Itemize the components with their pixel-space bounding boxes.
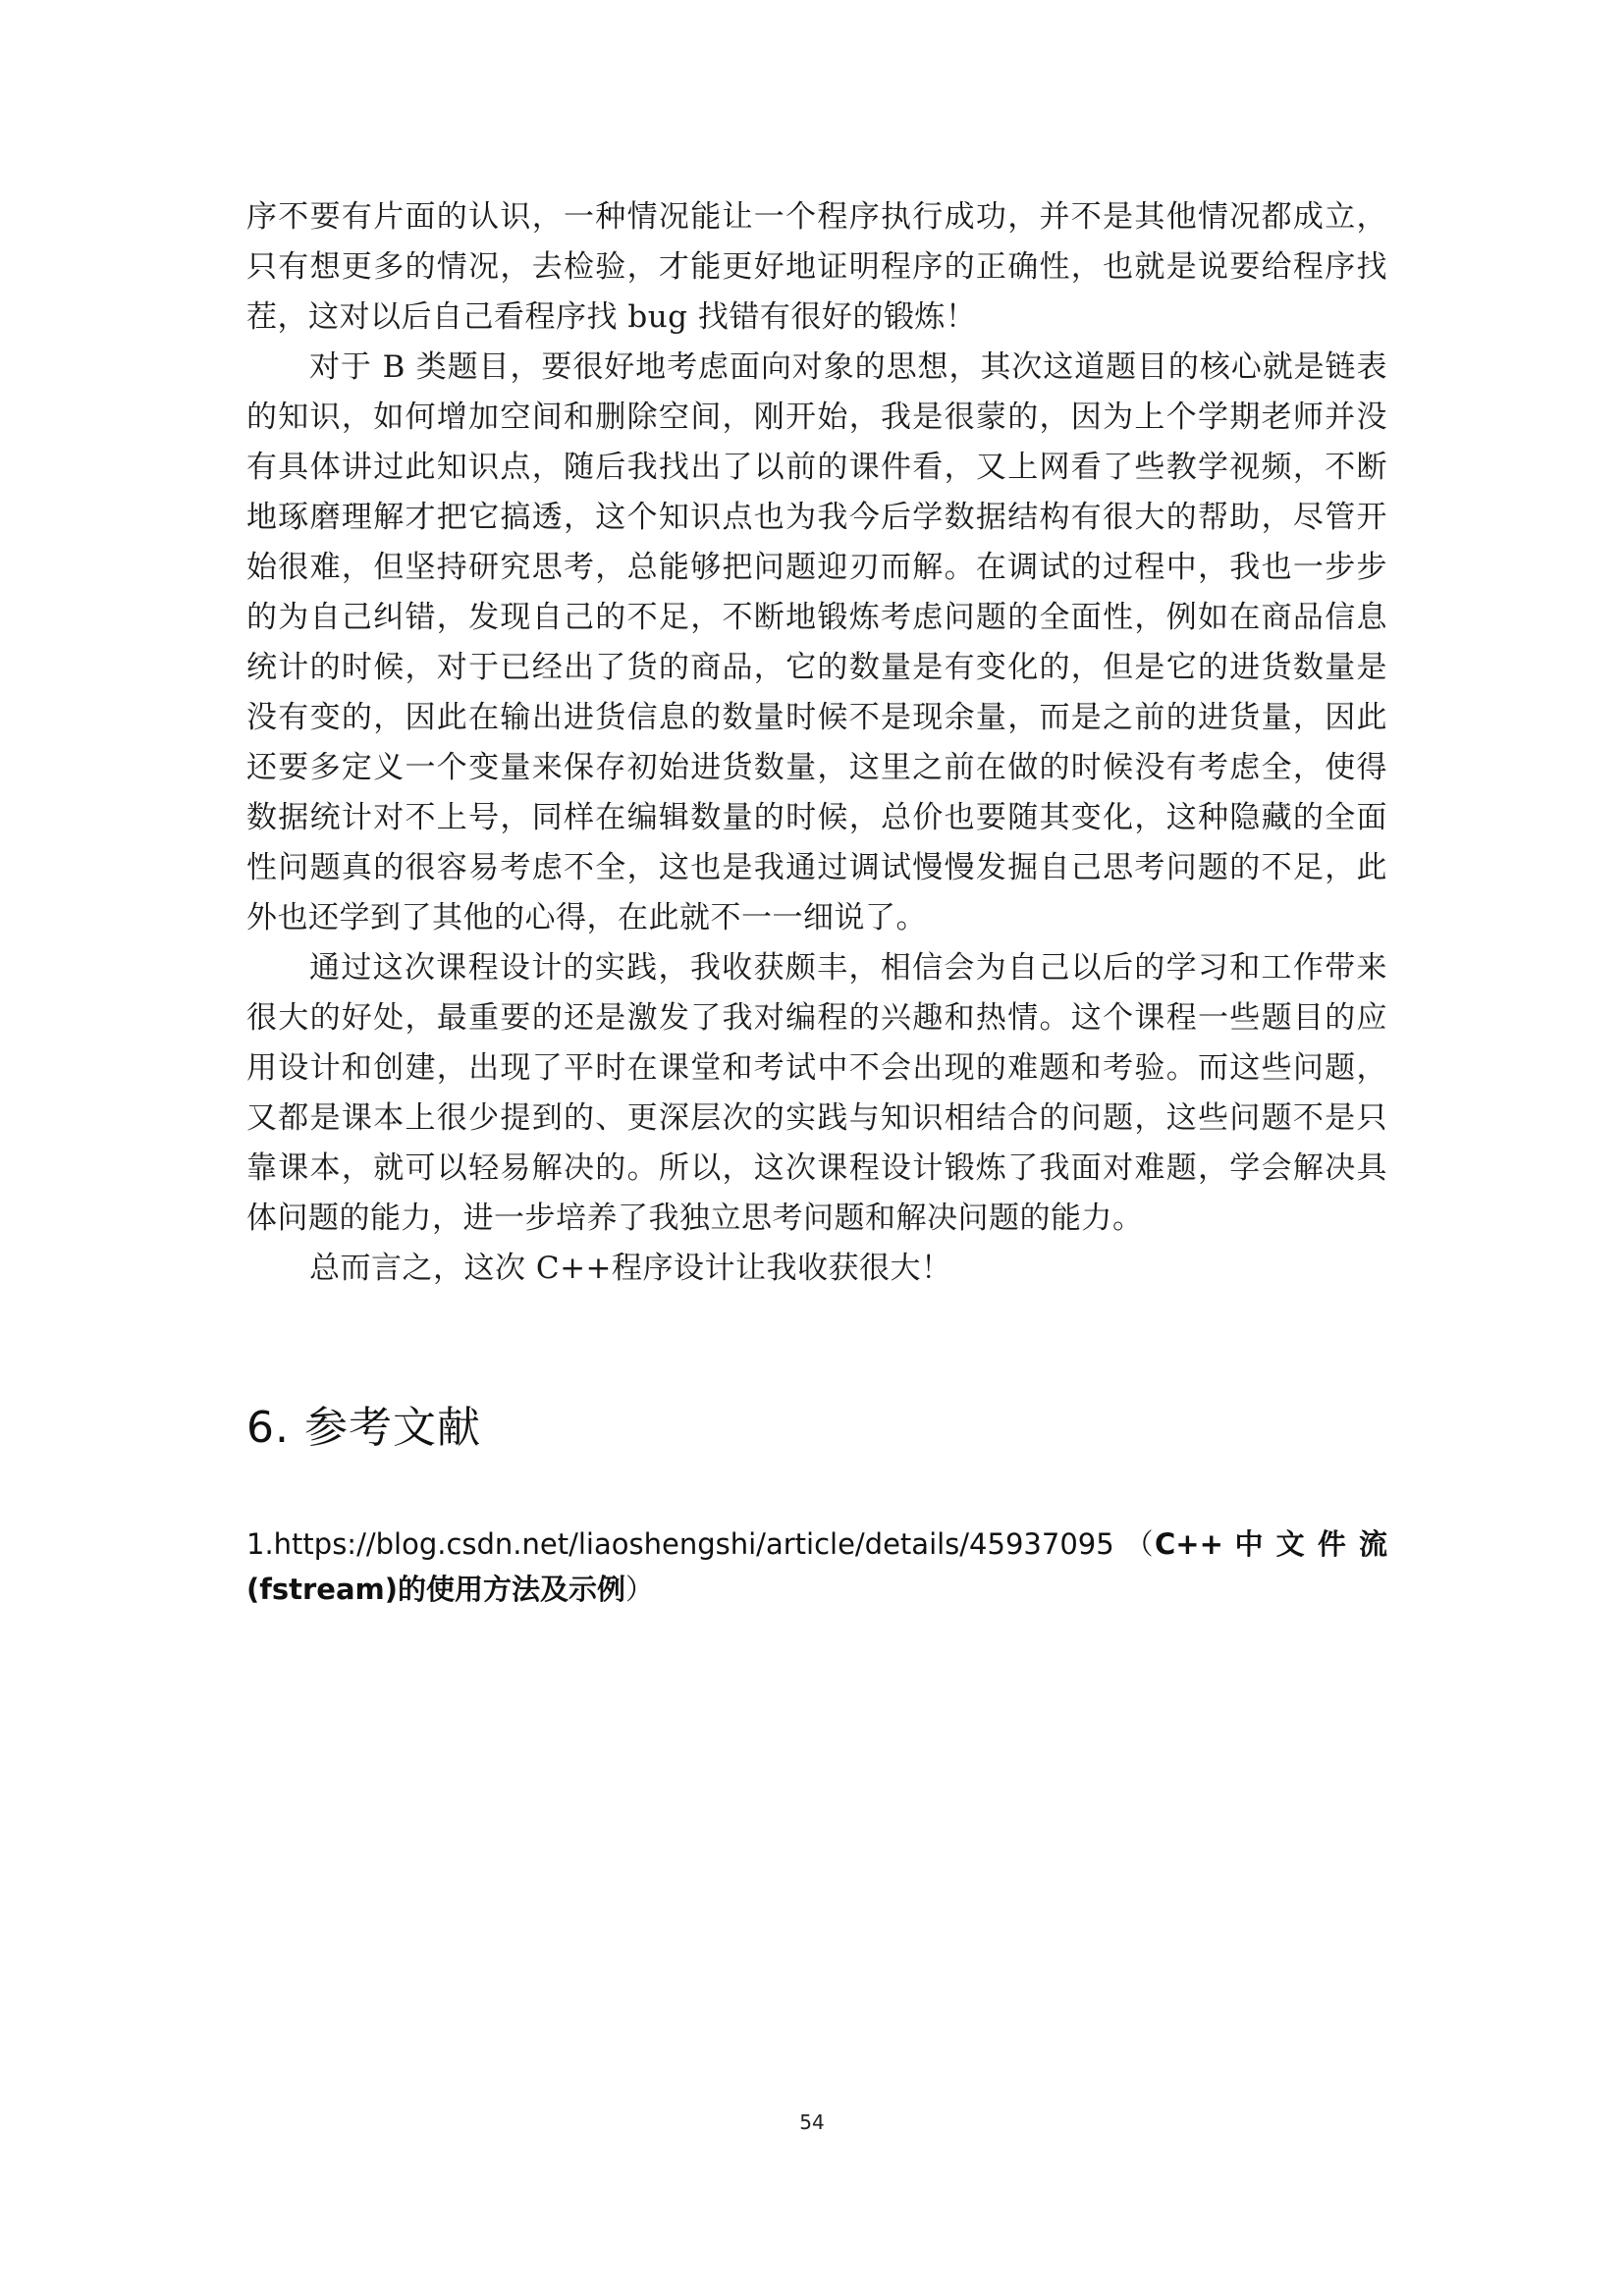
reference-url[interactable]: https://blog.csdn.net/liaoshengshi/article/details/45937095 (273, 1527, 1114, 1561)
paragraph-b-topic: 对于 B 类题目，要很好地考虑面向对象的思想，其次这道题目的核心就是链表的知识，如何增加空间和删除空间，刚开始，我是很蒙的，因为上个学期老师并没有具体讲过此知识点，随后我找出了以前的课件看，又上网看了些教学视频，不断地琢磨理解才把它搞透，这个知识点也为我今后学数据结构有很大的帮助，尽管开始很难，但坚持研究思考，总能够把问题迎刃而解。在调试的过程中，我也一步步的为自己纠错，发现自己的不足，不断地锻炼考虑问题的全面性，例如在商品信息统计的时候，对于已经出了货的商品，它的数量是有变化的，但是它的进货数量是没有变的，因此在输出进货信息的数量时候不是现余量，而是之前的进货量，因此还要多定义一个变量来保存初始进货数量，这里之前在做的时候没有考虑全，使得数据统计对不上号，同样在编辑数量的时候，总价也要随其变化，这种隐藏的全面性问题真的很容易考虑不全，这也是我通过调试慢慢发掘自己思考问题的不足，此外也还学到了其他的心得，在此就不一一细说了。 (246, 349, 1387, 935)
body-text (246, 192, 1387, 1294)
reference-prefix: 1. (246, 1527, 274, 1561)
reference-title: C++ 中 文 件 流 (fstream)的使用方法及示例 (246, 1527, 1388, 1606)
paragraph-continued: 序不要有片面的认识，一种情况能让一个程序执行成功，并不是其他情况都成立，只有想更多的情况，去检验，才能更好地证明程序的正确性，也就是说要给程序找茬，这对以后自己看程序找 bug 找错有很好的锻炼！ (246, 199, 1387, 335)
section-heading-references: 6. 参考文献 (246, 1403, 481, 1453)
page-number: 54 (799, 2110, 825, 2134)
paragraph-summary: 总而言之，这次 C++程序设计让我收获很大！ (309, 1251, 952, 1286)
reference-close-paren: ） (625, 1573, 655, 1606)
reference-item (246, 1522, 1387, 1612)
paragraph-practice: 通过这次课程设计的实践，我收获颇丰，相信会为自己以后的学习和工作带来很大的好处，最重要的还是激发了我对编程的兴趣和热情。这个课程一些题目的应用设计和创建，出现了平时在课堂和考试中不会出现的难题和考验。而这些问题，又都是课本上很少提到的、更深层次的实践与知识相结合的问题，这些问题不是只靠课本，就可以轻易解决的。所以，这次课程设计锻炼了我面对难题，学会解决具体问题的能力，进一步培养了我独立思考问题和解决问题的能力。 (246, 950, 1387, 1236)
reference-open-paren: （ (1124, 1527, 1155, 1561)
